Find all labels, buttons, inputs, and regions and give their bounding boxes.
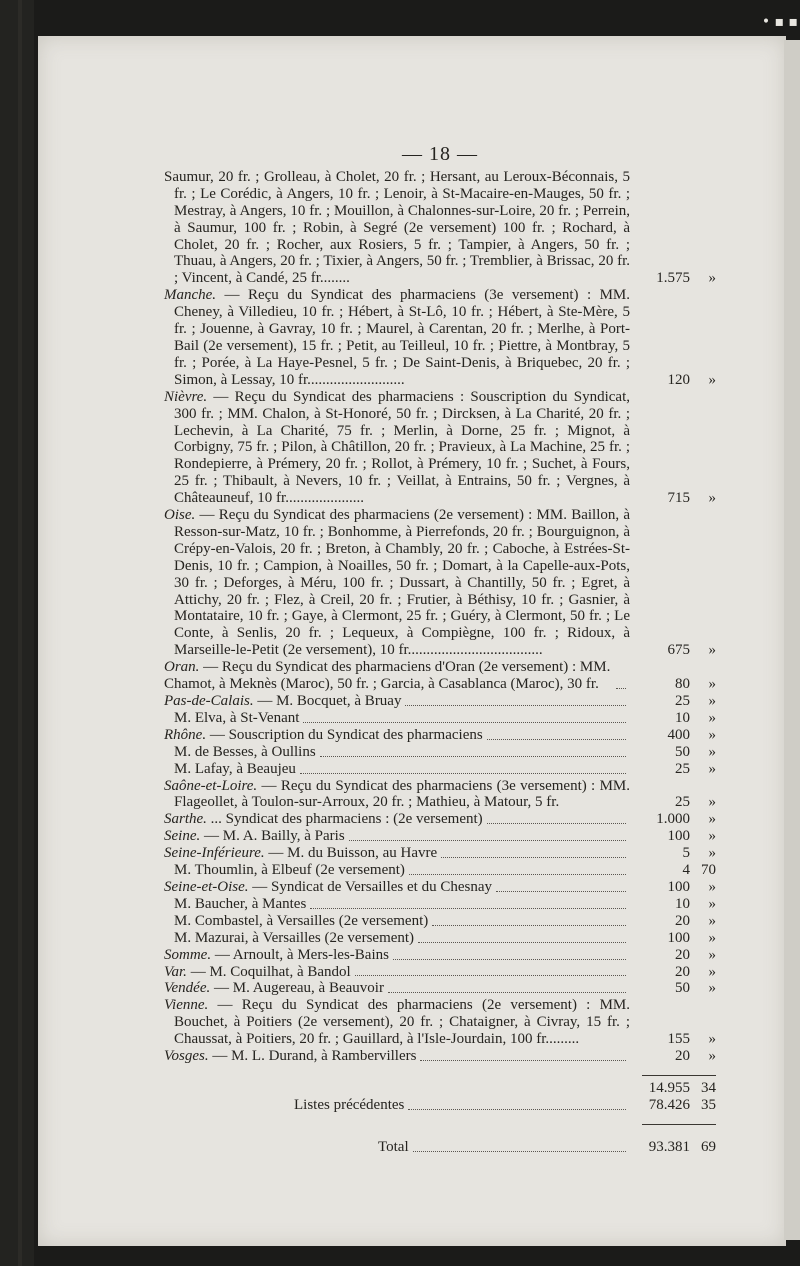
- entry-amount: 20: [675, 912, 690, 929]
- leader-dots: [355, 975, 626, 976]
- list-item: [164, 930, 716, 947]
- entry-amount: 20: [675, 963, 690, 980]
- leader-dots: [441, 857, 626, 858]
- entry-amount: 100: [667, 828, 690, 845]
- sum-rule: [642, 1075, 716, 1076]
- department-name: Saône-et-Loire.: [164, 777, 258, 794]
- entry-cents: »: [708, 811, 716, 828]
- department-name: Rhône.: [164, 726, 207, 743]
- entry-cents: »: [708, 1048, 716, 1065]
- entry-amount: 120: [667, 371, 690, 388]
- entry-text: — Reçu du Syndicat des pharmaciens (3e versement) : MM. Flageollet, à Toulon-sur-Arroux, 20 fr. ; Mathieu, à Matour, 5 fr.: [174, 777, 630, 811]
- department-name: Vienne.: [164, 997, 209, 1014]
- entry-cents: »: [708, 726, 716, 743]
- edge-marks: • ▪ ▪: [761, 14, 798, 30]
- entry-amount: 5: [682, 845, 690, 862]
- entry-text: M. Mazurai, à Versailles (2e versement): [174, 929, 415, 946]
- entry-amount: 155: [667, 1031, 690, 1048]
- entry-amount: 10: [675, 709, 690, 726]
- leader-dots: [616, 688, 626, 689]
- subtotal-cents: 34: [701, 1079, 716, 1096]
- department-name: Manche.: [164, 287, 217, 304]
- entry-amount: 25: [675, 794, 690, 811]
- entry-text: M. Combastel, à Versailles (2e versement): [174, 912, 429, 929]
- department-name: Vosges.: [164, 1048, 209, 1065]
- entry-amount: 1.575: [656, 270, 690, 287]
- entry-cents: »: [708, 794, 716, 811]
- entry-amount: 10: [675, 895, 690, 912]
- entry-text: Saumur, 20 fr. ; Grolleau, à Cholet, 20 fr. ; Hersant, au Leroux-Béconnais, 5 fr. ; Le Corédic, à Angers, 10 fr. ; Lenoir, à St-Macaire-en-Mauges, 50 fr. ; Mestray, à Angers, 10 fr. ; Mouillon, à Chalonnes-sur-Loire, 20 fr. ; Perrein, à Saumur, 100 fr. ; Robin, à Segré (2e versement) 100 fr. ; Rochard, à Cholet, 20 fr. ; Rocher, aux Rosiers, 5 fr. ; Tampier, à Angers, 50 fr. ; Thuau, à Angers, 20 fr. ; Tixier, à Angers, 50 fr. ; Tremblier, à Brissac, 20 fr. ; Vincent, à Candé, 25 fr........: [164, 168, 630, 287]
- entry-amount: 50: [675, 980, 690, 997]
- list-item: [164, 879, 716, 896]
- entry-text: — M. Coquilhat, à Bandol: [186, 963, 351, 980]
- entry-amount: 100: [667, 878, 690, 895]
- entry-amount: 1.000: [656, 811, 690, 828]
- leader-dots: [300, 773, 626, 774]
- entry-text: — M. Augereau, à Beauvoir: [210, 980, 384, 997]
- entry-text: M. Thoumlin, à Elbeuf (2e versement): [174, 862, 405, 879]
- previous-cents: 35: [701, 1096, 716, 1113]
- entry-cents: »: [708, 642, 716, 659]
- department-name: Pas-de-Calais.: [164, 693, 254, 709]
- entry-amount: 20: [675, 1048, 690, 1065]
- entry-amount: 80: [675, 676, 690, 693]
- total-row: [164, 1139, 716, 1156]
- list-item: [164, 980, 716, 997]
- department-name: Sarthe.: [164, 811, 207, 828]
- entry-amount: 715: [667, 490, 690, 507]
- subscription-list: [164, 169, 716, 1065]
- leader-dots: [496, 891, 626, 892]
- entry-cents: »: [708, 845, 716, 862]
- entry-text: — M. A. Bailly, à Paris: [200, 828, 345, 845]
- leader-dots: [418, 942, 626, 943]
- entry-text: — Arnoult, à Mers-les-Bains: [211, 946, 389, 963]
- list-item: [164, 997, 716, 1048]
- entry-text: — Reçu du Syndicat des pharmaciens : Souscription du Syndicat, 300 fr. ; MM. Chalon, à St-Honoré, 50 fr. ; Dircksen, à La Charité, 20 fr. ; Lechevin, à La Charité, 75 fr. ; Merlin, à Dorne, 25 fr. ; Mignot, à Corbigny, 75 fr. ; Pilon, à Châtillon, 20 fr. ; Pravieux, à La Machine, 25 fr. ; Rondepierre, à Prémery, 20 fr. ; Rollot, à Prémery, 10 fr. ; Suchet, à Fours, 25 fr. ; Thibault, à Nevers, 10 fr. ; Veillat, à Entrains, 50 fr. ; Vergnes, à Châteauneuf, 10 fr.....................: [174, 388, 630, 507]
- entry-amount: 50: [675, 743, 690, 760]
- department-name: Oise.: [164, 507, 196, 524]
- entry-cents: »: [708, 963, 716, 980]
- list-item: [164, 964, 716, 981]
- entry-text: M. Baucher, à Mantes: [174, 895, 307, 912]
- entry-cents: »: [708, 270, 716, 287]
- entry-text: — M. Bocquet, à Bruay: [253, 693, 402, 709]
- list-item: [164, 761, 716, 778]
- entry-text: — Reçu du Syndicat des pharmaciens d'Oran (2e versement) : MM. Chamot, à Meknès (Maroc), 50 fr. ; Garcia, à Casablanca (Maroc), 30 fr.: [164, 659, 611, 693]
- department-name: Nièvre.: [164, 388, 208, 405]
- entry-cents: »: [708, 946, 716, 963]
- entry-cents: 70: [701, 862, 716, 879]
- entry-text: — Souscription du Syndicat des pharmaciens: [206, 726, 483, 743]
- entry-amount: 100: [667, 929, 690, 946]
- leader-dots: [303, 722, 626, 723]
- entry-amount: 4: [682, 862, 690, 879]
- entry-cents: »: [708, 878, 716, 895]
- entry-cents: »: [708, 490, 716, 507]
- entry-text: M. Elva, à St-Venant: [174, 709, 300, 726]
- entry-amount: 400: [667, 726, 690, 743]
- total-label: Total: [378, 1138, 409, 1155]
- previous-lists-row: [164, 1097, 716, 1114]
- leader-dots: [420, 1060, 626, 1061]
- list-item: [164, 744, 716, 761]
- leader-dots: [393, 959, 626, 960]
- entry-cents: »: [708, 1031, 716, 1048]
- leader-dots: [349, 840, 626, 841]
- list-item: [164, 913, 716, 930]
- leader-dots: [310, 908, 626, 909]
- entry-cents: »: [708, 743, 716, 760]
- entry-cents: »: [708, 676, 716, 693]
- department-name: Vendée.: [164, 980, 211, 997]
- entry-amount: 25: [675, 760, 690, 777]
- entry-amount: 675: [667, 642, 690, 659]
- department-name: Somme.: [164, 946, 212, 963]
- page-text: [164, 143, 716, 1156]
- entry-text: — Reçu du Syndicat des pharmaciens (2e versement) : MM. Baillon, à Resson-sur-Matz, 10 fr. ; Bonhomme, à Pierrefonds, 20 fr. ; Bourguignon, à Crépy-en-Valois, 20 fr. ; Breton, à Chambly, 20 fr. ; Caboche, à Estrées-St-Denis, 10 fr. ; Campion, à Noailles, 50 fr. ; Domart, à la Capelle-aux-Pots, 30 fr. ; Deforges, à Méru, 100 fr. ; Dussart, à Chantilly, 50 fr. ; Egret, à Attichy, 20 fr. ; Flez, à Creil, 20 fr. ; Frutier, à Béthisy, 10 fr. ; Gasnier, à Montataire, 10 fr. ; Gaye, à Clermont, 25 fr. ; Guéry, à Clermont, 50 fr. ; Le Conte, à Senlis, 20 fr. ; Lequeux, à Compiègne, 100 fr. ; Ridoux, à Marseille-le-Petit (2e versement), 10 fr....................................: [174, 507, 630, 659]
- binding-strip: [18, 0, 22, 1266]
- entry-amount: 25: [675, 693, 690, 709]
- list-item: [164, 507, 716, 659]
- subtotal-row: [164, 1080, 716, 1097]
- previous-amount: 78.426: [648, 1096, 690, 1113]
- entry-text: — Reçu du Syndicat des pharmaciens (2e versement) : MM. Bouchet, à Poitiers (2e versement), 20 fr. ; Chataigner, à Civray, 15 fr. ; Chaussat, à Poitiers, 20 fr. ; Gauillard, à l'Isle-Jourdain, 100 fr.........: [174, 997, 630, 1048]
- leader-dots: [487, 739, 626, 740]
- entry-text: M. de Besses, à Oullins: [174, 743, 316, 760]
- entry-text: — M. du Buisson, au Havre: [264, 845, 438, 862]
- list-item: [164, 828, 716, 845]
- department-name: Oran.: [164, 659, 200, 676]
- entry-cents: »: [708, 980, 716, 997]
- list-item: [164, 778, 716, 812]
- entry-text: — Syndicat de Versailles et du Chesnay: [248, 878, 492, 895]
- entry-cents: »: [708, 371, 716, 388]
- subtotal-amount: 14.955: [648, 1079, 690, 1096]
- entry-text: ... Syndicat des pharmaciens : (2e versement): [206, 811, 483, 828]
- list-item: [164, 1048, 716, 1065]
- entry-text: — Reçu du Syndicat des pharmaciens (3e versement) : MM. Cheney, à Villedieu, 10 fr. ; Hébert, à St-Lô, 10 fr. ; Hébert, à Ste-Mère, 5 fr. ; Jouenne, à Gavray, 10 fr. ; Maurel, à Carentan, 20 fr. ; Merlhe, à Port-Bail (2e versement), 15 fr. ; Petit, au Teilleul, 10 fr. ; Piettre, à Montbray, 5 fr. ; Porée, à La Haye-Pesnel, 5 fr. ; De Saint-Denis, à Briquebec, 20 fr. ; Simon, à Lessay, 10 fr..........................: [174, 287, 630, 388]
- list-item: [164, 389, 716, 507]
- entry-cents: »: [708, 760, 716, 777]
- entry-text: M. Lafay, à Beaujeu: [174, 760, 296, 777]
- entry-amount: 20: [675, 946, 690, 963]
- total-rule: [642, 1124, 716, 1125]
- entry-cents: »: [708, 895, 716, 912]
- list-item: [164, 811, 716, 828]
- leader-dots: [409, 874, 626, 875]
- leader-dots: [405, 705, 626, 706]
- list-item: [164, 659, 716, 693]
- entry-cents: »: [708, 693, 716, 709]
- department-name: Var.: [164, 963, 187, 980]
- list-item: [164, 287, 716, 388]
- entry-cents: »: [708, 828, 716, 845]
- list-item: [164, 693, 716, 710]
- previous-lists-label: Listes précédentes: [294, 1096, 405, 1113]
- list-item: [164, 947, 716, 964]
- leader-dots: [320, 756, 626, 757]
- entry-cents: »: [708, 709, 716, 726]
- total-cents: 69: [701, 1138, 716, 1155]
- department-name: Seine-et-Oise.: [164, 878, 249, 895]
- list-item: [164, 845, 716, 862]
- page-number: — 18 —: [402, 143, 478, 165]
- leader-dots: [388, 992, 626, 993]
- list-item: [164, 862, 716, 879]
- list-item: [164, 169, 716, 287]
- entry-text: — M. L. Durand, à Rambervillers: [208, 1048, 417, 1065]
- list-item: [164, 727, 716, 744]
- next-page-edge: [784, 40, 800, 1240]
- list-item: [164, 896, 716, 913]
- department-name: Seine.: [164, 828, 201, 845]
- entry-cents: »: [708, 912, 716, 929]
- book-spine: [0, 0, 34, 1266]
- department-name: Seine-Inférieure.: [164, 845, 265, 862]
- leader-dots: [432, 925, 626, 926]
- total-amount: 93.381: [648, 1138, 690, 1155]
- list-item: [164, 710, 716, 727]
- entry-cents: »: [708, 929, 716, 946]
- leader-dots: [487, 823, 626, 824]
